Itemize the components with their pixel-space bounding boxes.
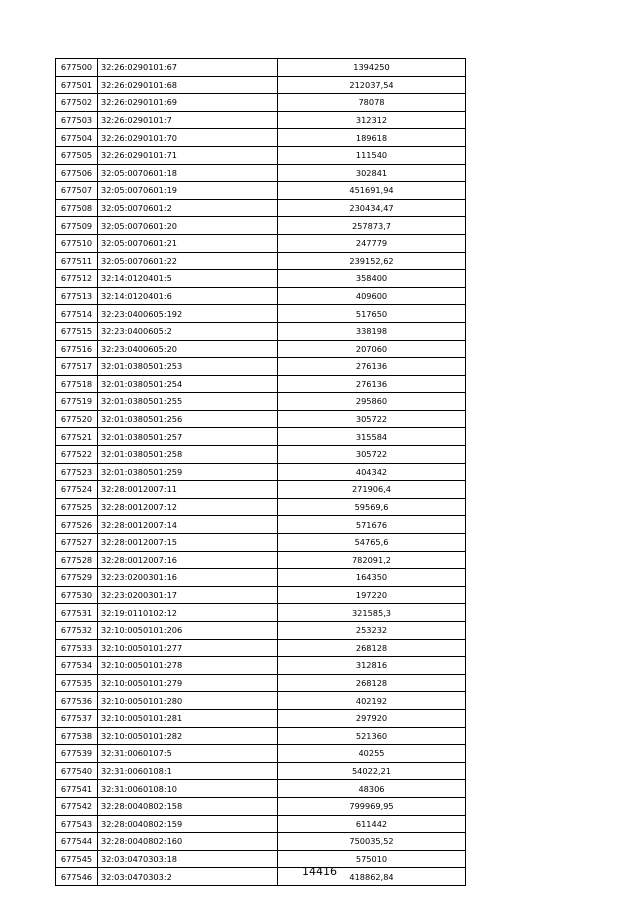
value-cell: 321585,3 — [278, 604, 466, 622]
value-cell: 799969,95 — [278, 797, 466, 815]
record-id-cell: 677534 — [56, 657, 98, 675]
value-cell: 40255 — [278, 745, 466, 763]
value-cell: 297920 — [278, 709, 466, 727]
table-row — [56, 674, 466, 692]
value-cell: 54765,6 — [278, 534, 466, 552]
table-row — [56, 780, 466, 798]
table-row — [56, 322, 466, 340]
value-cell: 575010 — [278, 850, 466, 868]
table-row — [56, 762, 466, 780]
cadastral-number-cell: 32:10:0050101:206 — [98, 622, 278, 640]
cadastral-number-cell: 32:28:0012007:14 — [98, 516, 278, 534]
record-id-cell: 677523 — [56, 463, 98, 481]
cadastral-number-cell: 32:28:0040802:160 — [98, 833, 278, 851]
value-cell: 48306 — [278, 780, 466, 798]
record-id-cell: 677535 — [56, 674, 98, 692]
record-id-cell: 677516 — [56, 340, 98, 358]
cadastral-number-cell: 32:28:0012007:15 — [98, 534, 278, 552]
table-row — [56, 481, 466, 499]
table-row — [56, 199, 466, 217]
cadastral-number-cell: 32:26:0290101:68 — [98, 76, 278, 94]
record-id-cell: 677514 — [56, 305, 98, 323]
cadastral-number-cell: 32:23:0400605:20 — [98, 340, 278, 358]
record-id-cell: 677517 — [56, 358, 98, 376]
record-id-cell: 677510 — [56, 234, 98, 252]
record-id-cell: 677521 — [56, 428, 98, 446]
record-id-cell: 677520 — [56, 410, 98, 428]
cadastral-number-cell: 32:26:0290101:7 — [98, 111, 278, 129]
record-id-cell: 677546 — [56, 868, 98, 886]
value-cell: 212037,54 — [278, 76, 466, 94]
value-cell: 253232 — [278, 622, 466, 640]
value-cell: 268128 — [278, 674, 466, 692]
cadastral-number-cell: 32:03:0470303:2 — [98, 868, 278, 886]
record-id-cell: 677513 — [56, 287, 98, 305]
value-cell: 418862,84 — [278, 868, 466, 886]
record-id-cell: 677502 — [56, 94, 98, 112]
table-row — [56, 305, 466, 323]
table-row — [56, 534, 466, 552]
value-cell: 54022,21 — [278, 762, 466, 780]
table-row — [56, 657, 466, 675]
record-id-cell: 677536 — [56, 692, 98, 710]
table-row — [56, 498, 466, 516]
value-cell: 197220 — [278, 586, 466, 604]
table-row — [56, 287, 466, 305]
table-row — [56, 129, 466, 147]
record-id-cell: 677530 — [56, 586, 98, 604]
value-cell: 305722 — [278, 410, 466, 428]
cadastral-number-cell: 32:23:0400605:2 — [98, 322, 278, 340]
table-row — [56, 410, 466, 428]
cadastral-number-cell: 32:05:0070601:2 — [98, 199, 278, 217]
table-row — [56, 833, 466, 851]
record-id-cell: 677529 — [56, 569, 98, 587]
cadastral-number-cell: 32:10:0050101:278 — [98, 657, 278, 675]
value-cell: 247779 — [278, 234, 466, 252]
record-id-cell: 677540 — [56, 762, 98, 780]
record-id-cell: 677531 — [56, 604, 98, 622]
record-id-cell: 677512 — [56, 270, 98, 288]
value-cell: 207060 — [278, 340, 466, 358]
cadastral-number-cell: 32:10:0050101:282 — [98, 727, 278, 745]
record-id-cell: 677503 — [56, 111, 98, 129]
value-cell: 78078 — [278, 94, 466, 112]
cadastral-number-cell: 32:28:0012007:12 — [98, 498, 278, 516]
record-id-cell: 677532 — [56, 622, 98, 640]
value-cell: 239152,62 — [278, 252, 466, 270]
value-cell: 189618 — [278, 129, 466, 147]
cadastral-number-cell: 32:31:0060108:1 — [98, 762, 278, 780]
value-cell: 521360 — [278, 727, 466, 745]
record-id-cell: 677541 — [56, 780, 98, 798]
table-row — [56, 270, 466, 288]
value-cell: 571676 — [278, 516, 466, 534]
record-id-cell: 677527 — [56, 534, 98, 552]
record-id-cell: 677501 — [56, 76, 98, 94]
table-row — [56, 463, 466, 481]
cadastral-number-cell: 32:28:0012007:11 — [98, 481, 278, 499]
table-row — [56, 182, 466, 200]
value-cell: 409600 — [278, 287, 466, 305]
cadastral-number-cell: 32:23:0200301:16 — [98, 569, 278, 587]
table-row — [56, 252, 466, 270]
cadastral-number-cell: 32:01:0380501:257 — [98, 428, 278, 446]
table-row — [56, 551, 466, 569]
table-row — [56, 375, 466, 393]
cadastral-number-cell: 32:05:0070601:21 — [98, 234, 278, 252]
record-id-cell: 677542 — [56, 797, 98, 815]
record-id-cell: 677543 — [56, 815, 98, 833]
cadastral-number-cell: 32:26:0290101:70 — [98, 129, 278, 147]
table-row — [56, 604, 466, 622]
record-id-cell: 677515 — [56, 322, 98, 340]
value-cell: 404342 — [278, 463, 466, 481]
value-cell: 276136 — [278, 375, 466, 393]
records-table — [55, 58, 466, 886]
record-id-cell: 677519 — [56, 393, 98, 411]
value-cell: 611442 — [278, 815, 466, 833]
table-row — [56, 516, 466, 534]
cadastral-number-cell: 32:14:0120401:5 — [98, 270, 278, 288]
record-id-cell: 677525 — [56, 498, 98, 516]
table-row — [56, 815, 466, 833]
cadastral-number-cell: 32:01:0380501:258 — [98, 446, 278, 464]
table-row — [56, 393, 466, 411]
cadastral-number-cell: 32:01:0380501:255 — [98, 393, 278, 411]
value-cell: 1394250 — [278, 59, 466, 77]
value-cell: 451691,94 — [278, 182, 466, 200]
value-cell: 358400 — [278, 270, 466, 288]
table-row — [56, 146, 466, 164]
cadastral-number-cell: 32:31:0060107:5 — [98, 745, 278, 763]
value-cell: 338198 — [278, 322, 466, 340]
table-row — [56, 358, 466, 376]
cadastral-number-cell: 32:05:0070601:19 — [98, 182, 278, 200]
record-id-cell: 677528 — [56, 551, 98, 569]
table-row — [56, 164, 466, 182]
table-row — [56, 709, 466, 727]
record-id-cell: 677545 — [56, 850, 98, 868]
value-cell: 295860 — [278, 393, 466, 411]
record-id-cell: 677538 — [56, 727, 98, 745]
value-cell: 312816 — [278, 657, 466, 675]
table-row — [56, 692, 466, 710]
table-row — [56, 94, 466, 112]
value-cell: 312312 — [278, 111, 466, 129]
table-row — [56, 622, 466, 640]
cadastral-number-cell: 32:05:0070601:18 — [98, 164, 278, 182]
value-cell: 164350 — [278, 569, 466, 587]
value-cell: 276136 — [278, 358, 466, 376]
record-id-cell: 677522 — [56, 446, 98, 464]
cadastral-number-cell: 32:28:0040802:158 — [98, 797, 278, 815]
cadastral-number-cell: 32:23:0400605:192 — [98, 305, 278, 323]
cadastral-number-cell: 32:01:0380501:259 — [98, 463, 278, 481]
cadastral-number-cell: 32:26:0290101:67 — [98, 59, 278, 77]
table-row — [56, 569, 466, 587]
record-id-cell: 677500 — [56, 59, 98, 77]
value-cell: 268128 — [278, 639, 466, 657]
record-id-cell: 677544 — [56, 833, 98, 851]
cadastral-number-cell: 32:05:0070601:22 — [98, 252, 278, 270]
page-number: 14416 — [302, 865, 337, 878]
cadastral-number-cell: 32:10:0050101:280 — [98, 692, 278, 710]
table-row — [56, 586, 466, 604]
record-id-cell: 677504 — [56, 129, 98, 147]
table-row — [56, 727, 466, 745]
record-id-cell: 677518 — [56, 375, 98, 393]
record-id-cell: 677539 — [56, 745, 98, 763]
table-row — [56, 639, 466, 657]
value-cell: 782091,2 — [278, 551, 466, 569]
cadastral-number-cell: 32:19:0110102:12 — [98, 604, 278, 622]
value-cell: 517650 — [278, 305, 466, 323]
record-id-cell: 677509 — [56, 217, 98, 235]
value-cell: 302841 — [278, 164, 466, 182]
cadastral-number-cell: 32:05:0070601:20 — [98, 217, 278, 235]
cadastral-number-cell: 32:28:0040802:159 — [98, 815, 278, 833]
cadastral-number-cell: 32:10:0050101:279 — [98, 674, 278, 692]
table-row — [56, 217, 466, 235]
cadastral-number-cell: 32:01:0380501:256 — [98, 410, 278, 428]
cadastral-number-cell: 32:01:0380501:254 — [98, 375, 278, 393]
table-row — [56, 745, 466, 763]
cadastral-number-cell: 32:01:0380501:253 — [98, 358, 278, 376]
record-id-cell: 677524 — [56, 481, 98, 499]
value-cell: 315584 — [278, 428, 466, 446]
value-cell: 750035,52 — [278, 833, 466, 851]
table-row — [56, 59, 466, 77]
value-cell: 402192 — [278, 692, 466, 710]
cadastral-number-cell: 32:23:0200301:17 — [98, 586, 278, 604]
table-row — [56, 111, 466, 129]
cadastral-number-cell: 32:28:0012007:16 — [98, 551, 278, 569]
cadastral-number-cell: 32:10:0050101:277 — [98, 639, 278, 657]
record-id-cell: 677533 — [56, 639, 98, 657]
value-cell: 271906,4 — [278, 481, 466, 499]
table-row — [56, 428, 466, 446]
cadastral-number-cell: 32:26:0290101:71 — [98, 146, 278, 164]
cadastral-number-cell: 32:14:0120401:6 — [98, 287, 278, 305]
table-row — [56, 446, 466, 464]
table-row — [56, 797, 466, 815]
cadastral-number-cell: 32:26:0290101:69 — [98, 94, 278, 112]
records-table-body — [56, 59, 466, 886]
table-row — [56, 76, 466, 94]
record-id-cell: 677537 — [56, 709, 98, 727]
record-id-cell: 677505 — [56, 146, 98, 164]
cadastral-number-cell: 32:31:0060108:10 — [98, 780, 278, 798]
value-cell: 59569,6 — [278, 498, 466, 516]
value-cell: 257873,7 — [278, 217, 466, 235]
value-cell: 111540 — [278, 146, 466, 164]
cadastral-number-cell: 32:03:0470303:18 — [98, 850, 278, 868]
value-cell: 305722 — [278, 446, 466, 464]
record-id-cell: 677508 — [56, 199, 98, 217]
table-row — [56, 234, 466, 252]
record-id-cell: 677506 — [56, 164, 98, 182]
value-cell: 230434,47 — [278, 199, 466, 217]
record-id-cell: 677526 — [56, 516, 98, 534]
table-row — [56, 340, 466, 358]
cadastral-number-cell: 32:10:0050101:281 — [98, 709, 278, 727]
record-id-cell: 677511 — [56, 252, 98, 270]
record-id-cell: 677507 — [56, 182, 98, 200]
